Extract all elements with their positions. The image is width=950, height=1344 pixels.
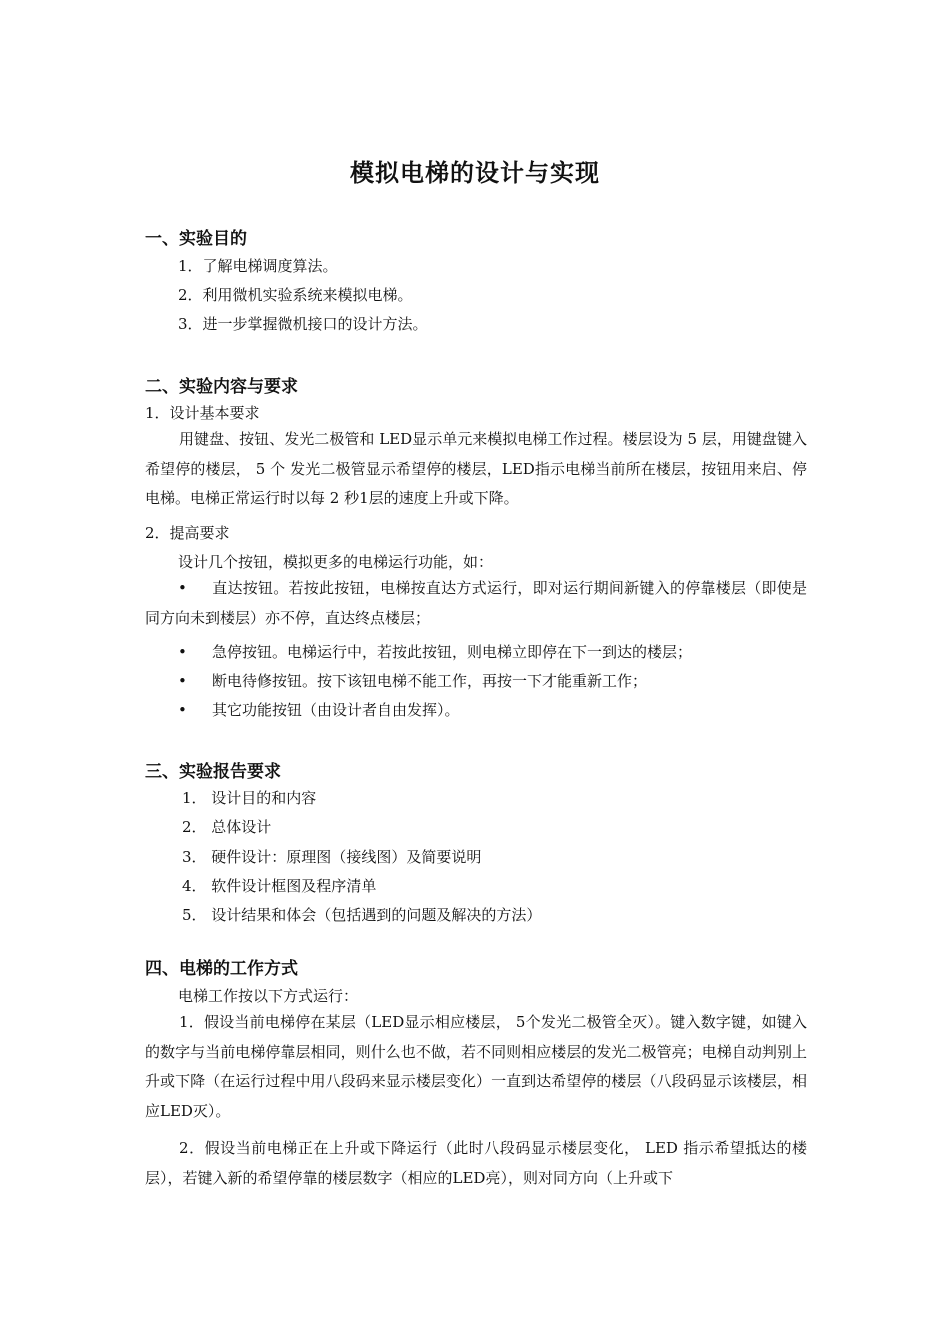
s1-item-1: 1．了解电梯调度算法。 bbox=[178, 257, 338, 275]
document-title: 模拟电梯的设计与实现 bbox=[350, 159, 600, 187]
bullet-text-2: 急停按钮。电梯运行中，若按此按钮，则电梯立即停在下一到达的楼层； bbox=[212, 643, 693, 661]
s4-paragraph-2 bbox=[145, 1134, 807, 1193]
s2-paragraph-1 bbox=[145, 425, 807, 514]
bullet-text-4: 其它功能按钮（由设计者自由发挥）。 bbox=[212, 701, 460, 719]
bullet-marker: • bbox=[178, 701, 187, 719]
s3-item-5: 5． 设计结果和体会（包括遇到的问题及解决的方法） bbox=[182, 906, 542, 924]
s4-paragraph-1-text: 1．假设当前电梯停在某层（LED显示相应楼层， 5个发光二极管全灭）。键入数字键，如键入的数字与当前电梯停靠层相同，则什么也不做，若不同则相应楼层的发光二极管亮；电梯自动判别上升或下降（在运行过程中用八段码来显示楼层变化）一直到达希望停的楼层（八段码显示该楼层，相应LED灭）。 bbox=[145, 1013, 807, 1120]
section-3-heading: 三、实验报告要求 bbox=[145, 762, 281, 782]
bullet-item-3 bbox=[178, 670, 647, 691]
s1-item-3: 3．进一步掌握微机接口的设计方法。 bbox=[178, 315, 428, 333]
bullet-text-1: 直达按钮。若按此按钮，电梯按直达方式运行，即对运行期间新键入的停靠楼层（即使是同方向未到楼层）亦不停，直达终点楼层； bbox=[145, 579, 807, 627]
s4-paragraph-2-text: 2．假设当前电梯正在上升或下降运行（此时八段码显示楼层变化， LED 指示希望抵达的楼层），若键入新的希望停靠的楼层数字（相应的LED亮），则对同方向（上升或下 bbox=[145, 1139, 807, 1187]
s2-subheading-1: 1．设计基本要求 bbox=[145, 404, 260, 422]
s4-paragraph-1 bbox=[145, 1008, 807, 1126]
s1-item-2: 2．利用微机实验系统来模拟电梯。 bbox=[178, 286, 413, 304]
section-1-heading: 一、实验目的 bbox=[145, 229, 247, 249]
s2-paragraph-1-text: 用键盘、按钮、发光二极管和 LED显示单元来模拟电梯工作过程。楼层设为 5 层，用键盘键入希望停的楼层， 5 个 发光二极管显示希望停的楼层，LED指示电梯当前所在楼层，按钮用来启、停电梯。电梯正常运行时以每 2 秒1层的速度上升或下降。 bbox=[145, 430, 807, 507]
bullet-text-3: 断电待修按钮。按下该钮电梯不能工作，再按一下才能重新工作； bbox=[212, 672, 648, 690]
s3-item-4: 4． 软件设计框图及程序清单 bbox=[182, 877, 377, 895]
s3-item-1: 1． 设计目的和内容 bbox=[182, 789, 317, 807]
s2-subheading-2: 2．提高要求 bbox=[145, 524, 230, 542]
section-4-heading: 四、电梯的工作方式 bbox=[145, 959, 298, 979]
s4-intro: 电梯工作按以下方式运行： bbox=[178, 987, 359, 1005]
s2-paragraph-2: 设计几个按钮，模拟更多的电梯运行功能，如： bbox=[178, 553, 494, 571]
bullet-marker: • bbox=[178, 643, 187, 661]
s3-item-3: 3． 硬件设计：原理图（接线图）及简要说明 bbox=[182, 848, 482, 866]
bullet-item-1 bbox=[145, 574, 807, 633]
bullet-marker: • bbox=[178, 579, 187, 597]
bullet-item-4 bbox=[178, 699, 460, 720]
bullet-marker: • bbox=[178, 672, 187, 690]
s3-item-2: 2． 总体设计 bbox=[182, 818, 272, 836]
section-2-heading: 二、实验内容与要求 bbox=[145, 377, 298, 397]
bullet-item-2 bbox=[178, 641, 692, 662]
